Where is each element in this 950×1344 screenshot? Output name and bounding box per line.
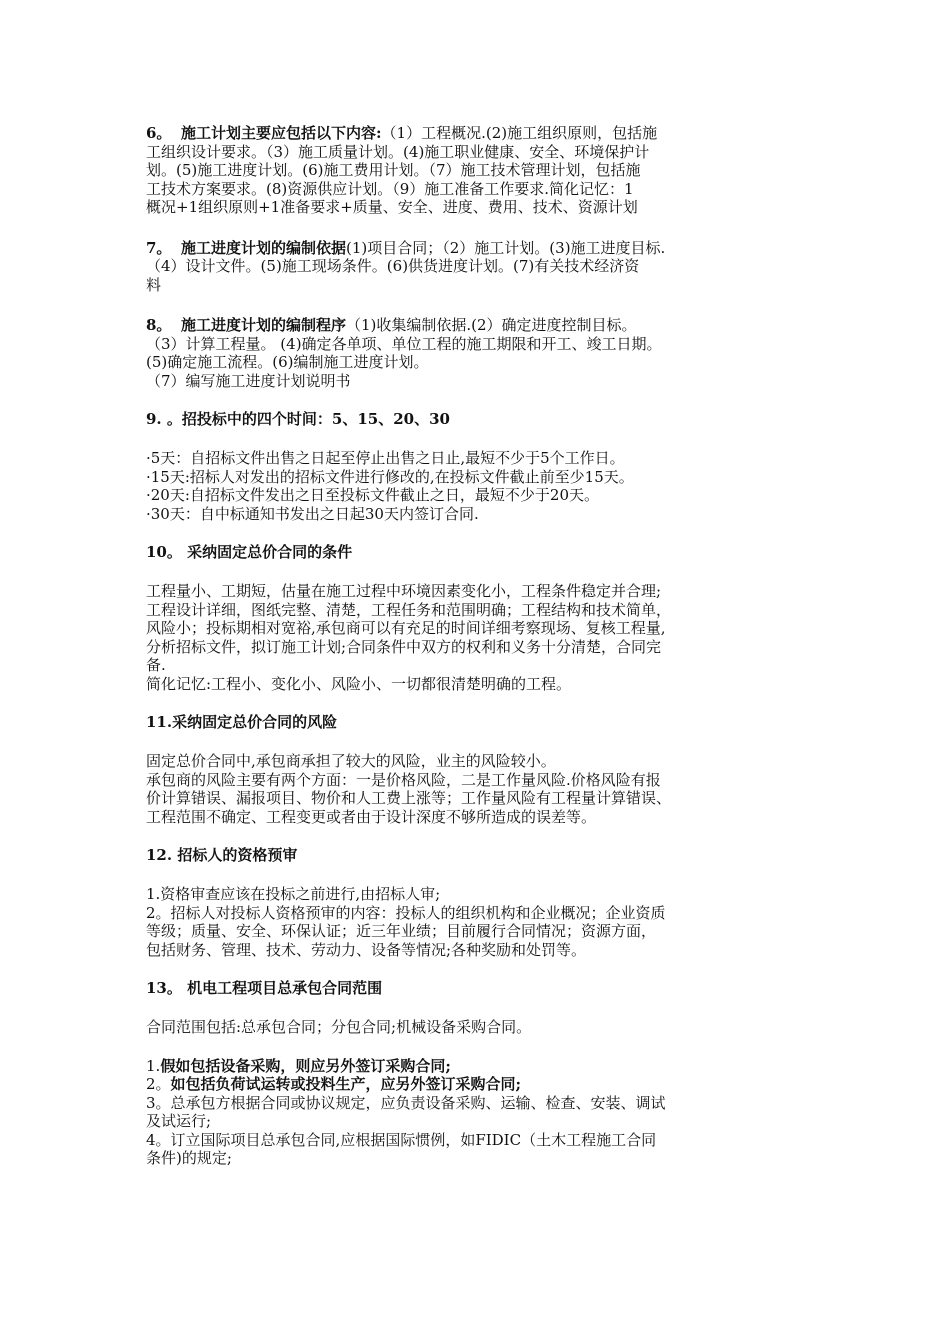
section-12-text-2: 2。招标人对投标人资格预审的内容：投标人的组织机构和企业概况；企业资质 — [146, 903, 666, 922]
spacer — [146, 390, 812, 410]
section-7-text-3: 料 — [146, 275, 162, 294]
section-11-text-1: 固定总价合同中,承包商承担了较大的风险，业主的风险较小。 — [146, 752, 556, 770]
section-10-text-1: 工程量小、工期短，估量在施工过程中环境因素变化小，工程条件稳定并合理; — [146, 582, 662, 600]
section-8 — [146, 316, 812, 390]
section-13 — [146, 979, 812, 1168]
section-7 — [146, 239, 812, 295]
spacer — [146, 732, 812, 752]
section-9-item-1: ·5天：自招标文件出售之日起至停止出售之日止,最短不少于5个工作日。 — [146, 449, 625, 467]
section-10-text-4: 分析招标文件，拟订施工计划;合同条件中双方的权利和义务十分清楚，合同完 — [146, 637, 662, 656]
section-6-text-2: 工组织设计要求。（3）施工质量计划。(4)施工职业健康、安全、环境保护计 — [146, 142, 650, 161]
section-10-text-6: 简化记忆:工程小、变化小、风险小、一切都很清楚明确的工程。 — [146, 674, 572, 693]
section-13-item-1-number: 1. — [146, 1056, 161, 1075]
section-12-text-3: 等级；质量、安全、环保认证；近三年业绩；目前履行合同情况；资源方面， — [146, 922, 657, 940]
spacer — [146, 959, 812, 979]
section-13-title: 13。 机电工程项目总承包合同范围 — [146, 979, 383, 997]
section-6-heading: 施工计划主要应包括以下内容: — [180, 124, 382, 142]
section-13-item-2 — [146, 1075, 812, 1094]
section-7-line-1 — [146, 239, 812, 258]
section-7-number: 7。 — [146, 238, 172, 257]
section-12-text-4: 包括财务、管理、技术、劳动力、设备等情况;各种奖励和处罚等。 — [146, 940, 587, 959]
section-6-text-4: 工技术方案要求。(8)资源供应计划。（9）施工准备工作要求.简化记忆：1 — [146, 179, 634, 198]
spacer — [146, 865, 812, 885]
section-13-text-2: 及试运行; — [146, 1112, 212, 1130]
section-13-text-1: 3。总承包方根据合同或协议规定，应负责设备采购、运输、检查、安装、调试 — [146, 1093, 666, 1112]
section-8-line-1 — [146, 316, 812, 335]
section-8-text-1: （1)收集编制依据.(2）确定进度控制目标。 — [346, 316, 637, 334]
section-12-title: 12. 招标人的资格预审 — [146, 846, 298, 864]
section-13-text-3: 4。订立国际项目总承包合同,应根据国际惯例，如FIDIC（土木工程施工合同 — [146, 1130, 657, 1149]
section-8-text-3: (5)确定施工流程。(6)编制施工进度计划。 — [146, 353, 429, 371]
section-12 — [146, 846, 812, 959]
spacer — [146, 217, 812, 239]
section-13-item-2-text: 如包括负荷试运转或投料生产，应另外签订采购合同; — [170, 1075, 522, 1093]
section-13-item-1-text: 假如包括设备采购，则应另外签订采购合同; — [160, 1056, 451, 1075]
section-6-line-1 — [146, 124, 812, 143]
section-6-text-5: 概况+1组织原则+1准备要求+质量、安全、进度、费用、技术、资源计划 — [146, 198, 638, 216]
section-10 — [146, 543, 812, 693]
section-10-text-5: 备. — [146, 656, 166, 674]
spacer — [146, 998, 812, 1018]
spacer — [146, 826, 812, 846]
spacer — [146, 429, 812, 449]
section-8-number: 8。 — [146, 316, 172, 334]
section-8-text-4: （7）编写施工进度计划说明书 — [146, 371, 351, 390]
spacer — [146, 1037, 812, 1057]
spacer — [146, 523, 812, 543]
document-page — [146, 124, 812, 1168]
section-11-text-3: 价计算错误、漏报项目、物价和人工费上涨等；工作量风险有工程量计算错误、 — [146, 789, 672, 807]
section-9-item-4: ·30天：自中标通知书发出之日起30天内签订合同. — [146, 504, 479, 523]
section-6-text-3: 划。(5)施工进度计划。(6)施工费用计划。（7）施工技术管理计划，包括施 — [146, 161, 641, 179]
section-13-text-4: 条件)的规定; — [146, 1149, 232, 1167]
section-10-title: 10。 采纳固定总价合同的条件 — [146, 543, 353, 561]
section-7-text-2: （4）设计文件。(5)施工现场条件。(6)供货进度计划。(7)有关技术经济资 — [146, 257, 640, 275]
section-13-intro: 合同范围包括:总承包合同；分包合同;机械设备采购合同。 — [146, 1018, 532, 1036]
section-10-text-3: 风险小；投标期相对宽裕,承包商可以有充足的时间详细考察现场、复核工程量, — [146, 619, 666, 637]
section-11-text-4: 工程范围不确定、工程变更或者由于设计深度不够所造成的误差等。 — [146, 807, 597, 826]
section-8-heading: 施工进度计划的编制程序 — [180, 316, 346, 334]
spacer — [146, 562, 812, 582]
section-9-title: 9. 。招投标中的四个时间：5、15、20、30 — [146, 410, 450, 428]
section-6-number: 6。 — [146, 124, 172, 142]
section-12-text-1: 1.资格审查应该在投标之前进行,由招标人审; — [146, 885, 441, 903]
section-6 — [146, 124, 812, 217]
section-11-text-2: 承包商的风险主要有两个方面：一是价格风险，二是工作量风险.价格风险有报 — [146, 770, 661, 789]
section-7-heading: 施工进度计划的编制依据 — [180, 238, 346, 257]
section-9 — [146, 410, 812, 523]
section-7-text-1: (1)项目合同；（2）施工计划。(3)施工进度目标. — [346, 238, 666, 257]
section-13-item-2-number: 2。 — [146, 1075, 171, 1093]
section-9-item-3: ·20天:自招标文件发出之日至投标文件截止之日，最短不少于20天。 — [146, 486, 599, 504]
section-10-text-2: 工程设计详细，图纸完整、清楚，工程任务和范围明确；工程结构和技术简单， — [146, 600, 672, 619]
section-9-item-2: ·15天:招标人对发出的招标文件进行修改的,在投标文件截止前至少15天。 — [146, 467, 634, 486]
section-13-item-1 — [146, 1057, 812, 1076]
section-11 — [146, 713, 812, 826]
section-11-title: 11.采纳固定总价合同的风险 — [146, 713, 338, 731]
section-8-text-2: （3）计算工程量。 (4)确定各单项、单位工程的施工期限和开工、竣工日期。 — [146, 334, 662, 353]
section-6-text-1: （1）工程概况.(2)施工组织原则，包括施 — [381, 124, 658, 142]
spacer — [146, 294, 812, 316]
spacer — [146, 693, 812, 713]
